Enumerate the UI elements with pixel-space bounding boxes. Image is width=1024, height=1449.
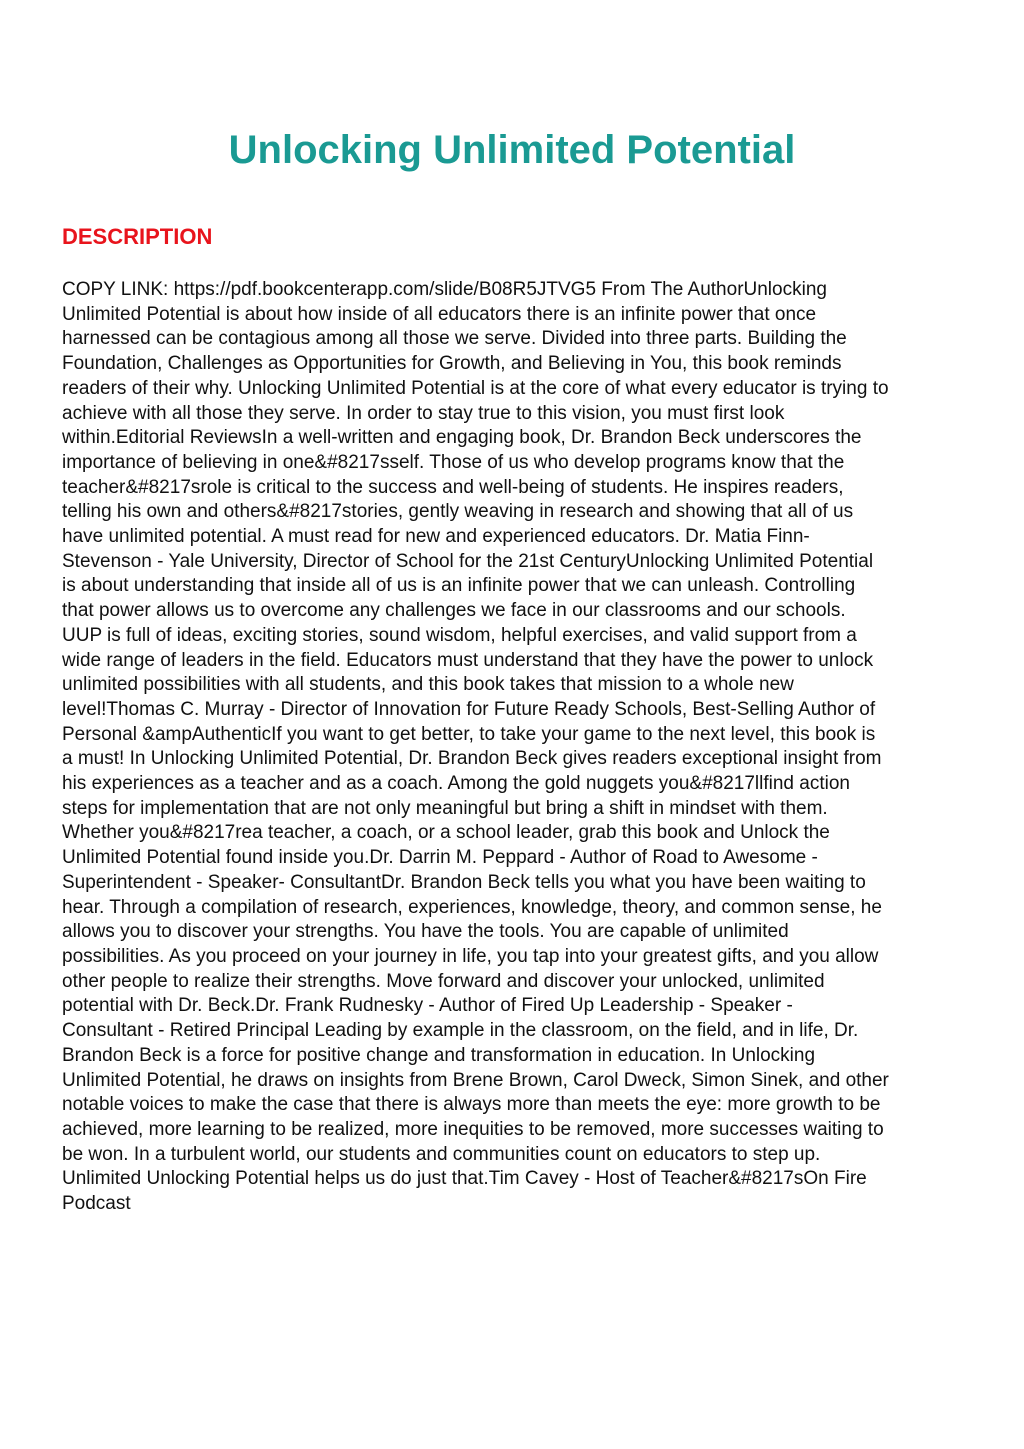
description-line: teacher&#8217srole is critical to the success and well-being of students. He inspires readers, [62,476,844,498]
description-line: hear. Through a compilation of research, experiences, knowledge, theory, and common sense, he [62,896,882,918]
section-heading-description: DESCRIPTION [62,224,213,249]
description-line: possibilities. As you proceed on your journey in life, you tap into your greatest gifts, and you allow [62,945,879,967]
description-line: unlimited possibilities with all students, and this book takes that mission to a whole new [62,674,794,696]
description-line: Superintendent - Speaker- ConsultantDr. Brandon Beck tells you what you have been waiting to [62,871,866,893]
description-line: his experiences as a teacher and as a coach. Among the gold nuggets you&#8217llfind action [62,773,850,795]
description-line: Foundation, Challenges as Opportunities for Growth, and Believing in You, this book reminds [62,353,842,375]
description-line: telling his own and others&#8217stories, gently weaving in research and showing that all of us [62,501,854,523]
description-line: wide range of leaders in the field. Educators must understand that they have the power to unlock [62,649,874,671]
description-line: COPY LINK: https://pdf.bookcenterapp.com/slide/B08R5JTVG5 From The AuthorUnlocking [62,279,827,300]
description-line: achieved, more learning to be realized, more inequities to be removed, more successes waiting to [62,1118,884,1140]
description-line: steps for implementation that are not only meaningful but bring a shift in mindset with them. [62,797,828,819]
description-line: be won. In a turbulent world, our students and communities count on educators to step up. [62,1143,821,1165]
document-title: Unlocking Unlimited Potential [228,128,796,172]
description-line: achieve with all those they serve. In order to stay true to this vision, you must first look [62,402,785,424]
description-line: have unlimited potential. A must read for new and experienced educators. Dr. Matia Finn- [62,526,810,548]
description-line: is about understanding that inside all of us is an infinite power that we can unleash. Controlling [62,575,856,597]
description-line: that power allows us to overcome any challenges we face in our classrooms and our schools. [62,600,846,622]
description-line: potential with Dr. Beck.Dr. Frank Rudnesky - Author of Fired Up Leadership - Speaker - [62,995,793,1017]
description-line: harnessed can be contagious among all those we serve. Divided into three parts. Building the [62,328,847,350]
description-line: Unlimited Unlocking Potential helps us do just that.Tim Cavey - Host of Teacher&#8217sOn Fire [62,1168,867,1190]
description-body [62,278,982,1217]
description-line: level!Thomas C. Murray - Director of Innovation for Future Ready Schools, Best-Selling Author of [62,698,876,720]
description-line: Consultant - Retired Principal Leading by example in the classroom, on the field, and in life, Dr. [62,1020,859,1042]
description-line: UUP is full of ideas, exciting stories, sound wisdom, helpful exercises, and valid support from a [62,624,857,646]
description-line: Whether you&#8217rea teacher, a coach, or a school leader, grab this book and Unlock the [62,822,830,844]
description-line: Unlimited Potential found inside you.Dr. Darrin M. Peppard - Author of Road to Awesome - [62,847,818,869]
description-line: Unlimited Potential is about how inside of all educators there is an infinite power that once [62,303,817,325]
description-line: importance of believing in one&#8217sself. Those of us who develop programs know that the [62,451,845,473]
description-line: a must! In Unlocking Unlimited Potential, Dr. Brandon Beck gives readers exceptional insight from [62,748,882,770]
description-line: Podcast [62,1193,131,1215]
description-line: Brandon Beck is a force for positive change and transformation in education. In Unlocking [62,1044,816,1066]
description-line: other people to realize their strengths. Move forward and discover your unlocked, unlimited [62,970,825,992]
description-line: Unlimited Potential, he draws on insights from Brene Brown, Carol Dweck, Simon Sinek, and other [62,1069,889,1091]
description-line: notable voices to make the case that there is always more than meets the eye: more growth to be [62,1094,881,1116]
description-line: within.Editorial ReviewsIn a well-written and engaging book, Dr. Brandon Beck underscores the [62,427,862,449]
description-line: Personal &ampAuthenticIf you want to get better, to take your game to the next level, this book is [62,723,876,745]
description-line: allows you to discover your strengths. You have the tools. You are capable of unlimited [62,921,789,943]
description-line: Stevenson - Yale University, Director of School for the 21st CenturyUnlocking Unlimited Potential [62,550,874,572]
description-line: readers of their why. Unlocking Unlimited Potential is at the core of what every educator is trying to [62,377,889,399]
